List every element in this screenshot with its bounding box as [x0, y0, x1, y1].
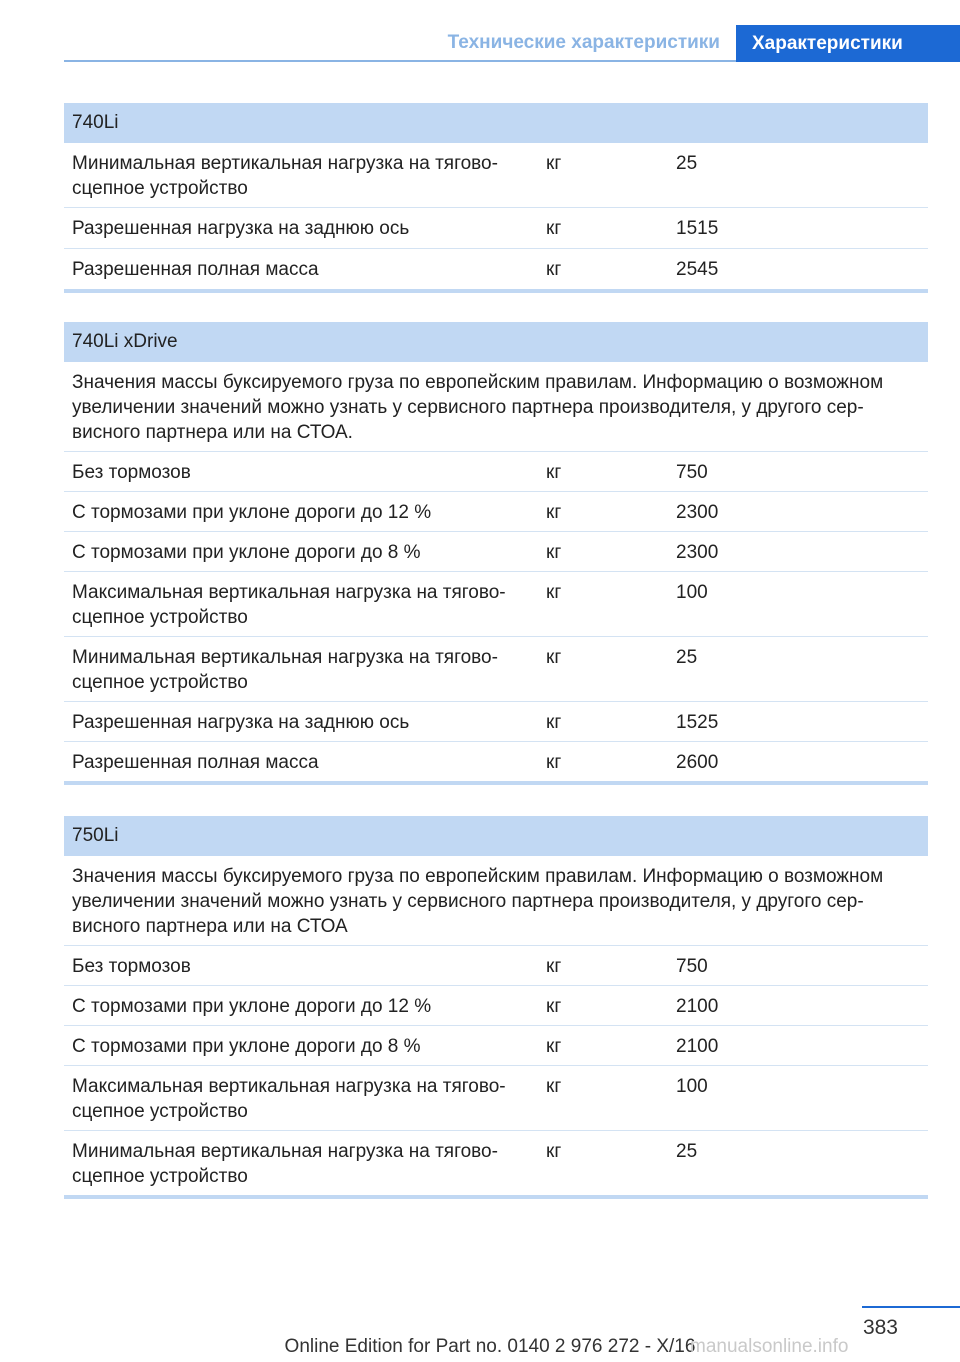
footer-rule [862, 1306, 960, 1308]
row-value: 25 [676, 153, 698, 174]
row-value: 2300 [676, 542, 719, 563]
row-label: С тормозами при уклоне дороги до 12 % [72, 502, 432, 523]
header-rule [64, 60, 736, 62]
table-row [64, 637, 928, 702]
row-label: Минимальная вертикальная нагрузка на тягово- сцепное устройство [72, 1141, 498, 1187]
row-label: Без тормозов [72, 462, 191, 483]
row-unit: кг [546, 996, 562, 1017]
spec-table-750li [64, 816, 928, 1199]
page-number: 383 [862, 1316, 898, 1339]
table-note-row [64, 856, 928, 946]
table-row [64, 492, 928, 532]
row-label: Без тормозов [72, 956, 191, 977]
table-row [64, 1026, 928, 1066]
row-unit: кг [546, 647, 562, 668]
table-row [64, 208, 928, 249]
table-row [64, 572, 928, 637]
row-unit: кг [546, 153, 562, 174]
table-row [64, 742, 928, 785]
table-row [64, 532, 928, 572]
row-label: С тормозами при уклоне дороги до 12 % [72, 996, 432, 1017]
row-label: Минимальная вертикальная нагрузка на тягово- сцепное устройство [72, 153, 498, 199]
row-unit: кг [546, 1141, 562, 1162]
row-unit: кг [546, 462, 562, 483]
spec-table-740li [64, 103, 928, 293]
row-value: 750 [676, 462, 708, 483]
table-row [64, 702, 928, 742]
row-value: 25 [676, 647, 698, 668]
row-label: Минимальная вертикальная нагрузка на тягово- сцепное устройство [72, 647, 498, 693]
watermark: manualsonline.info [690, 1336, 849, 1357]
row-label: Разрешенная нагрузка на заднюю ось [72, 712, 410, 733]
table-note: Значения массы буксируемого груза по европейским правилам. Информацию о возможном увеличении значений можно узнать у сервисного партнера производителя, у другого сер- висного партнера или на СТОА [72, 866, 884, 937]
table-note-row [64, 362, 928, 452]
row-value: 25 [676, 1141, 698, 1162]
row-label: Максимальная вертикальная нагрузка на тягово- сцепное устройство [72, 1076, 506, 1122]
row-label: Разрешенная полная масса [72, 259, 319, 280]
table-row [64, 986, 928, 1026]
table-row [64, 1131, 928, 1199]
row-value: 100 [676, 1076, 708, 1097]
row-value: 2100 [676, 1036, 719, 1057]
row-unit: кг [546, 218, 562, 239]
row-label: Разрешенная нагрузка на заднюю ось [72, 218, 410, 239]
table-note: Значения массы буксируемого груза по европейским правилам. Информацию о возможном увеличении значений можно узнать у сервисного партнера производителя, у другого сер- висного партнера или на СТОА. [72, 372, 884, 443]
row-value: 1525 [676, 712, 719, 733]
spec-table-740li-xdrive [64, 322, 928, 785]
row-unit: кг [546, 712, 562, 733]
row-unit: кг [546, 502, 562, 523]
row-value: 1515 [676, 218, 719, 239]
row-label: Максимальная вертикальная нагрузка на тягово- сцепное устройство [72, 582, 506, 628]
row-value: 2600 [676, 752, 719, 773]
table-row [64, 143, 928, 208]
row-value: 2545 [676, 259, 719, 280]
chapter-title: Технические характеристики [447, 32, 720, 53]
row-unit: кг [546, 259, 562, 280]
table-title: 740Li [64, 103, 928, 143]
section-tab: Характеристики [736, 25, 960, 62]
edition-note: Online Edition for Part no. 0140 2 976 272 - X/16 [284, 1336, 696, 1357]
table-title: 750Li [64, 816, 928, 856]
row-unit: кг [546, 956, 562, 977]
row-unit: кг [546, 542, 562, 563]
row-label: Разрешенная полная масса [72, 752, 319, 773]
row-value: 2300 [676, 502, 719, 523]
row-unit: кг [546, 1076, 562, 1097]
row-unit: кг [546, 582, 562, 603]
table-row [64, 452, 928, 492]
row-value: 100 [676, 582, 708, 603]
row-value: 750 [676, 956, 708, 977]
row-value: 2100 [676, 996, 719, 1017]
table-row [64, 249, 928, 293]
row-label: С тормозами при уклоне дороги до 8 % [72, 1036, 421, 1057]
table-row [64, 1066, 928, 1131]
table-title: 740Li xDrive [64, 322, 928, 362]
row-label: С тормозами при уклоне дороги до 8 % [72, 542, 421, 563]
row-unit: кг [546, 752, 562, 773]
row-unit: кг [546, 1036, 562, 1057]
table-row [64, 946, 928, 986]
